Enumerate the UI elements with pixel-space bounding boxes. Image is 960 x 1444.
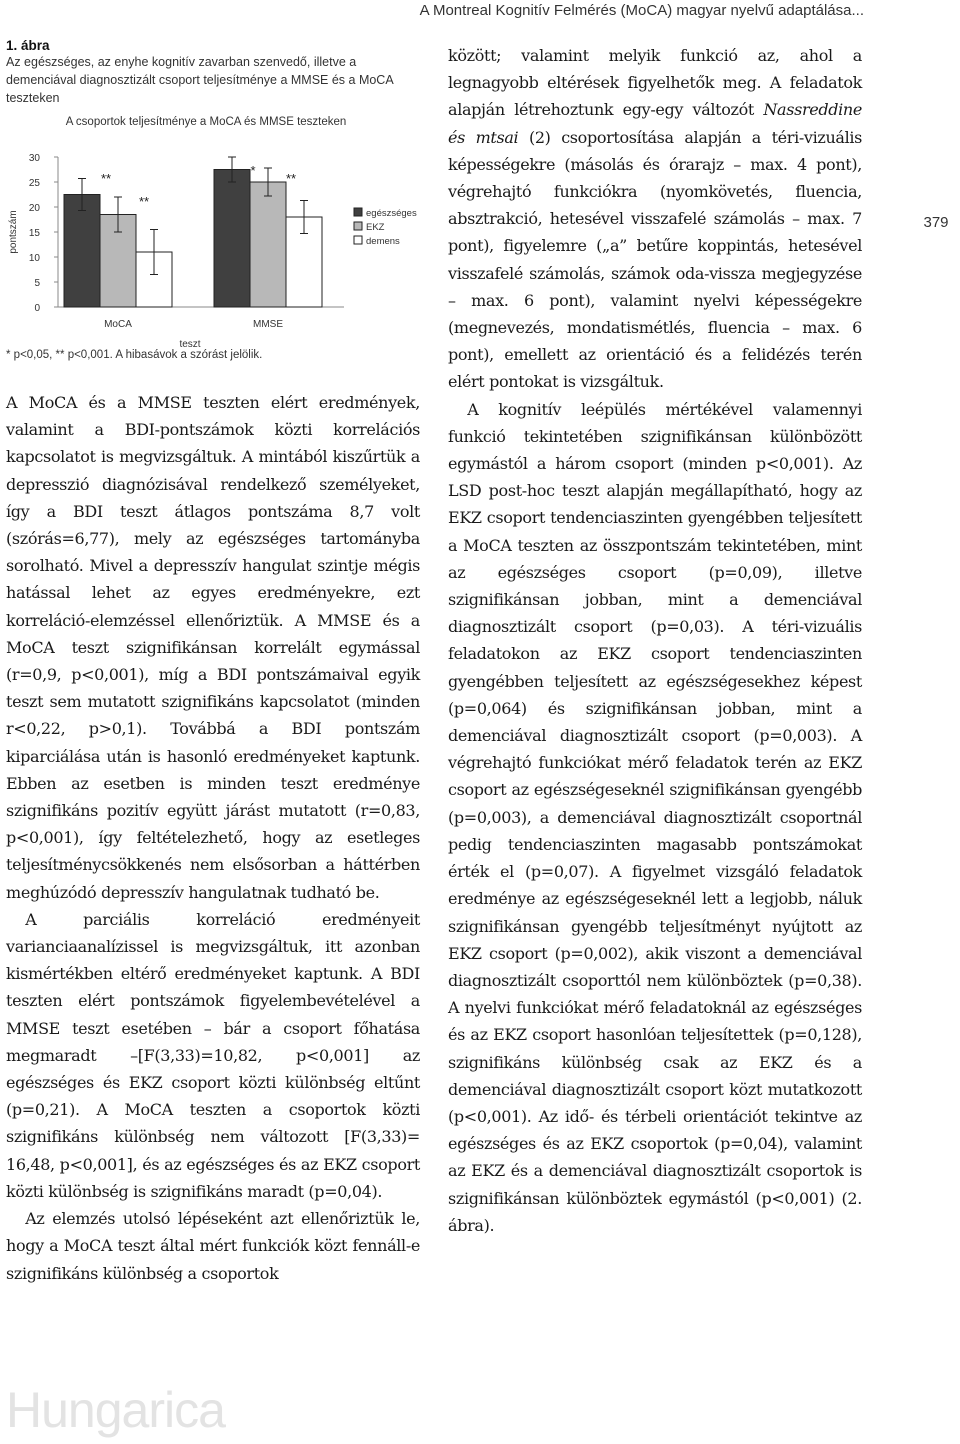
- page-number: 379: [923, 214, 949, 231]
- legend-swatch-ekz: [354, 222, 362, 230]
- y-tick-label: 10: [28, 253, 40, 264]
- significance-marker: **: [100, 171, 112, 186]
- figure-label: 1. ábra: [6, 38, 50, 53]
- hungarica-watermark: Hungarica: [6, 1382, 225, 1438]
- legend-label: egészséges: [366, 208, 417, 219]
- bar-mmse-egészséges: [214, 170, 250, 308]
- y-tick-label: 5: [34, 278, 40, 289]
- right-paragraph-1-end: (2) csoportosítása alapján a téri-vizuális képességekre (másolás és órarajz – max. 4 pont), végrehajtó funkciókra (nyomkövetés, fluencia, absztrakció, hetesével visszafelé számolás – max. 7 pont), figyelemre („a” betűre koppintás, hetesével visszafelé számolás, számok oda-vissza megjegyzése – max. 6 pont), valamint nyelvi képességekre (megnevezés, mondatismétlés, fluencia – max. 6 pont), emellett az orientáció és a felidézés terén elért pontokat is vizsgáltuk.: [448, 127, 862, 392]
- citation-authors: Nassreddine és mtsai: [448, 100, 862, 147]
- legend-label: EKZ: [366, 222, 385, 233]
- left-paragraph-2: A parciális korreláció eredményeit varianciaanalízissel is megvizsgáltuk, itt azonban kismértékben eltérő eredményeket kaptunk. A BDI teszten elért pontszámok figyelembevételével a MMSE teszt esetében – bár a csoport főhatása megmaradt –[F(3,33)=10,82, p<0,001] az egészséges és EKZ csoport közti különbség eltűnt (p=0,21). A MoCA teszten a csoportok közti szignifikáns különbség nem változott [F(3,33)= 16,48, p<0,001], és az egészséges és az EKZ csoport közti különbség is szignifikáns maradt (p=0,04).: [6, 909, 420, 1201]
- x-axis-label: teszt: [179, 339, 201, 350]
- legend-swatch-demens: [354, 236, 362, 244]
- figure-chart: [6, 113, 420, 350]
- right-column: [448, 42, 862, 1239]
- y-tick-label: 0: [34, 303, 40, 314]
- significance-marker: *: [250, 163, 256, 178]
- y-axis-label: pontszám: [8, 210, 19, 254]
- y-tick-label: 15: [28, 228, 40, 239]
- running-head: A Montreal Kognitív Felmérés (MoCA) magyar nyelvű adaptálása...: [419, 2, 864, 19]
- legend-swatch-egészséges: [354, 208, 362, 216]
- bar-mmse-ekz: [250, 182, 286, 307]
- bar-moca-egészséges: [64, 195, 100, 308]
- significance-marker: **: [138, 194, 150, 209]
- x-tick-label: MMSE: [253, 319, 283, 330]
- x-tick-label: MoCA: [104, 319, 132, 330]
- y-tick-label: 25: [28, 178, 40, 189]
- chart-title: A csoportok teljesítménye a MoCA és MMSE teszteken: [65, 116, 347, 128]
- right-paragraph-2: A kognitív leépülés mértékével valamennyi funkció tekintetében szignifikánsan különbözött egymástól a három csoport (minden p<0,001). Az LSD post-hoc teszt alapján megállapítható, hogy az EKZ csoport tendenciaszinten gyengébben teljesített a MoCA teszten az összpontszám tekintetében, mint az egészséges csoport (p=0,09), illetve szignifikánsan jobban, mint a demenciával diagnosztizált csoport (p=0,03). A téri-vizuális feladatokon az EKZ csoport tendenciaszinten gyengébben teljesített az egészségesekhez képest (p=0,064) és szignifikánsan jobban, mint a demenciával diagnosztizált csoport (p=0,003). A végrehajtó funkciókat mérő feladatok terén az EKZ csoport az egészségeseknél szignifikánsan gyengébb (p=0,003), a demenciával diagnosztizált csoportnál pedig tendenciaszinten magasabb pontszámokat érték el (p=0,07). A figyelmet vizsgáló feladatok eredménye az egészségeseknél lett a legjobb, náluk szignifikánsan gyengébb teljesítményt nyújtott az EKZ csoport (p=0,002), akik viszont a demenciával diagnosztizált csoporttól nem különböztek (p=0,38). A nyelvi funkciókat mérő feladatoknál az egészséges és az EKZ csoport hasonlóan teljesítettek (p=0,128), szignifikáns különbség csak az EKZ és a demenciával diagnosztizált csoport közt mutatkozott (p<0,001). Az idő- és térbeli orientációt tekintve az egészséges és az EKZ csoportok (p=0,04), valamint az EKZ és a demenciával diagnosztizált csoportok is szignifikánsan különböztek egymástól (p<0,001) (2. ábra).: [448, 399, 862, 1235]
- figure-footnote: * p<0,05, ** p<0,001. A hibasávok a szórást jelölik.: [6, 349, 263, 361]
- left-paragraph-3: Az elemzés utolsó lépéseként azt ellenőriztük le, hogy a MoCA teszt által mért funkciók közt fennáll-e szignifikáns különbség a csoportok: [6, 1209, 420, 1283]
- significance-marker: **: [285, 171, 297, 186]
- legend-label: demens: [366, 236, 400, 247]
- y-tick-label: 20: [28, 203, 40, 214]
- right-paragraph-1: [448, 42, 862, 396]
- left-paragraph-1: A MoCA és a MMSE teszten elért eredmények, valamint a BDI-pontszámok közti korrelációs kapcsolatot is megvizsgáltuk. A mintából kiszűrtük a depresszió diagnózisával rendelkező személyeket, így a BDI teszt átlagos pontszáma 8,7 volt (szórás=6,77), mely az egészséges tartományba sorolható. Mivel a depresszív hangulat szintje mégis hatással lehet az egyes eredményekre, ezt korreláció-elemzéssel ellenőriztük. A MMSE és a MoCA teszt szignifikánsan korrelált egymással (r=0,9, p<0,001), míg a BDI pontszámaival egyik teszt sem mutatott szignifikáns kapcsolatot (minden r<0,22, p>0,1). Továbbá a BDI pontszám kiparciálása után is hasonló eredményeket kaptunk. Ebben az esetben is minden teszt eredménye szignifikáns pozitív együtt járást mutatott (r=0,83, p<0,001), így feltételezhető, hogy az esetleges teljesítménycsökkenés nem elsősorban a háttérben meghúzódó depresszív hangulatnak tudható be.: [6, 393, 420, 902]
- figure-caption: Az egészséges, az enyhe kognitív zavarban szenvedő, illetve a demenciával diagnosztizált csoport teljesítménye a MMSE és a MoCA teszteken: [6, 55, 393, 105]
- right-paragraph-1-start: között; valamint melyik funkció az, ahol a legnagyobb eltérések figyelhetők meg. A feladatok alapján létrehoztunk egy-egy változót: [448, 46, 862, 120]
- bar-chart: [6, 113, 420, 350]
- left-column: [6, 38, 420, 1287]
- y-tick-label: 30: [28, 153, 40, 164]
